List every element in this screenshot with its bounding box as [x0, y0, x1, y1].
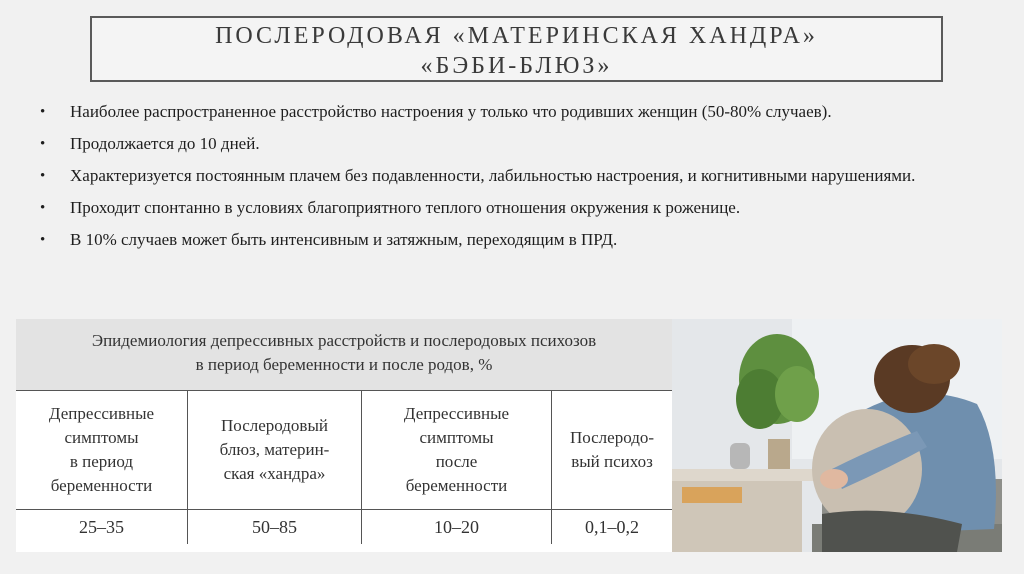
bullet-text: В 10% случаев может быть интенсивным и затяжным, переходящим в ПРД.: [70, 230, 618, 249]
epidemiology-table: [16, 319, 672, 552]
bullet-dot-icon: •: [40, 136, 46, 152]
table-header-cell: Депрессивные симптомы в период беременности: [16, 391, 188, 509]
bullet-item: [38, 132, 958, 156]
bullet-dot-icon: •: [40, 232, 46, 248]
bullet-item: [38, 196, 958, 220]
bullet-text: Продолжается до 10 дней.: [70, 134, 260, 153]
table-value-cell: 0,1–0,2: [585, 516, 639, 537]
bullet-item: [38, 164, 958, 188]
table-header-cell: Послеродо- вый психоз: [569, 428, 655, 471]
bullet-dot-icon: •: [40, 104, 46, 120]
table-caption: Эпидемиология депрессивных расстройств и послеродовых психозов в период беременности и после родов, %: [16, 319, 672, 391]
table-value-cell: 10–20: [362, 510, 552, 544]
table-header-cell: Послеродовый блюз, материн- ская «хандра»: [188, 391, 362, 509]
bullet-list: [38, 100, 958, 260]
bullet-text: Проходит спонтанно в условиях благоприятного теплого отношения окружения к роженице.: [70, 198, 741, 217]
bullet-item: [38, 100, 958, 124]
bullet-text: Характеризуется постоянным плачем без подавленности, лабильностью настроения, и когнитивными нарушениями.: [70, 166, 916, 185]
bullet-item: [38, 228, 958, 252]
slide-title-line-1: ПОСЛЕРОДОВАЯ «МАТЕРИНСКАЯ ХАНДРА»: [215, 23, 818, 49]
bullet-dot-icon: •: [40, 200, 46, 216]
photo-illustration: [672, 319, 1002, 552]
table-header-cell: Депрессивные симптомы после беременности: [362, 391, 552, 509]
table-value-cell: 25–35: [16, 510, 188, 544]
table-value-cell: 50–85: [188, 510, 362, 544]
slide-title-line-2: «БЭБИ-БЛЮЗ»: [420, 53, 613, 79]
woman-with-pillow-photo: [672, 319, 1002, 552]
table-value-row: [16, 510, 672, 544]
bullet-text: Наиболее распространенное расстройство настроения у только что родивших женщин (50-80% случаев).: [70, 102, 832, 121]
slide-title-box: [90, 16, 943, 82]
bullet-dot-icon: •: [40, 168, 46, 184]
table-header-row: [16, 391, 672, 510]
